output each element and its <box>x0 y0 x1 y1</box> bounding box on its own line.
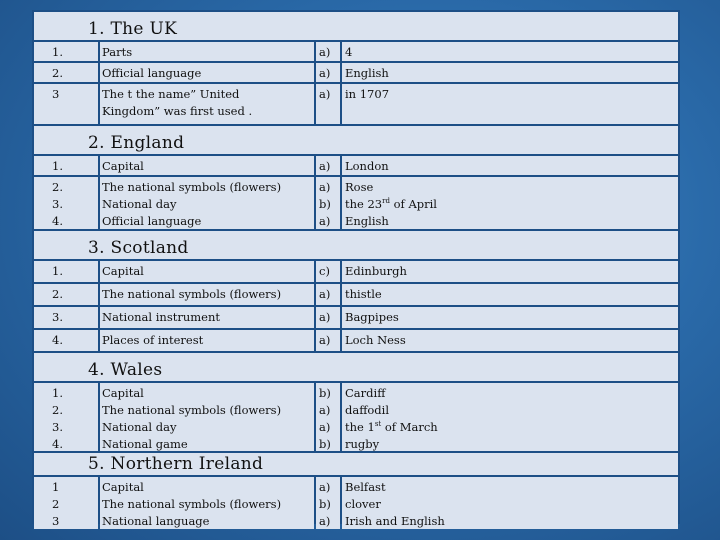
answer-letter: a) <box>319 480 331 494</box>
answer-letter: b) <box>319 386 331 400</box>
section-header-cell <box>34 12 678 40</box>
quiz-table <box>32 10 680 528</box>
table-row <box>34 42 678 61</box>
row-number: 1 <box>52 480 60 494</box>
row-number: 2 <box>52 497 60 511</box>
row-number: 1. <box>52 159 63 173</box>
table-row <box>34 284 678 305</box>
section-header-cell <box>34 353 678 381</box>
answer-letter: c) <box>319 264 330 278</box>
answer-letter-cell <box>316 84 340 124</box>
question-text-cell <box>100 42 314 61</box>
question-text: Official language <box>102 214 202 228</box>
table-row <box>34 477 678 529</box>
row-number: 3. <box>52 197 63 211</box>
answer-letter: a) <box>319 310 331 324</box>
answer-letter: a) <box>319 214 331 228</box>
question-text: The national symbols (flowers) <box>102 287 282 301</box>
row-number: 3. <box>52 310 63 324</box>
answer-text: English <box>345 66 389 80</box>
row-number: 2. <box>52 287 63 301</box>
question-text: National game <box>102 437 188 451</box>
row-number-cell <box>34 307 98 328</box>
answer-text: Bagpipes <box>345 310 399 324</box>
answer-text: Irish and English <box>345 514 445 528</box>
section-title: 3. Scotland <box>88 238 189 258</box>
row-number-cell <box>34 156 98 175</box>
question-text-cell <box>100 307 314 328</box>
question-text: Parts <box>102 45 133 59</box>
question-text: Official language <box>102 66 202 80</box>
answer-letter: b) <box>319 437 331 451</box>
table-row <box>34 63 678 82</box>
table-row <box>34 261 678 282</box>
question-text: National day <box>102 197 177 211</box>
answer-text: Loch Ness <box>345 333 406 347</box>
question-text: National language <box>102 514 210 528</box>
answer-letter: a) <box>319 45 331 59</box>
section-title: 5. Northern Ireland <box>88 454 264 474</box>
answer-text: clover <box>345 497 381 511</box>
row-number-cell <box>34 477 98 529</box>
answer-text: in 1707 <box>345 87 390 101</box>
row-number-cell <box>34 177 98 229</box>
row-number-cell <box>34 261 98 282</box>
answer-letter-cell <box>316 63 340 82</box>
answer-text: the 23rd of April <box>345 197 437 211</box>
answer-letter: a) <box>319 403 331 417</box>
question-text: Capital <box>102 264 144 278</box>
question-text: The t the name” United <box>102 87 240 101</box>
section-header <box>34 353 678 381</box>
section-header-cell <box>34 126 678 154</box>
question-text-cell <box>100 156 314 175</box>
question-text: National day <box>102 420 177 434</box>
row-number: 4. <box>52 333 63 347</box>
answer-text-cell <box>342 177 678 229</box>
answer-letter: b) <box>319 497 331 511</box>
answer-text: Belfast <box>345 480 386 494</box>
row-number: 3. <box>52 420 63 434</box>
table-row <box>34 383 678 451</box>
row-number: 3 <box>52 514 60 528</box>
question-text: Capital <box>102 480 144 494</box>
answer-text: Edinburgh <box>345 264 407 278</box>
section-title: 2. England <box>88 133 185 153</box>
answer-text-cell <box>342 261 678 282</box>
question-text-cell <box>100 261 314 282</box>
answer-text-cell <box>342 84 678 124</box>
question-text-cell <box>100 63 314 82</box>
answer-text: the 1st of March <box>345 420 438 434</box>
row-number: 4. <box>52 214 63 228</box>
row-number-cell <box>34 330 98 351</box>
section-title: 1. The UK <box>88 19 178 39</box>
row-number-cell <box>34 383 98 451</box>
row-number: 2. <box>52 180 63 194</box>
answer-text: 4 <box>345 45 353 59</box>
table-row <box>34 330 678 351</box>
answer-letter: a) <box>319 420 331 434</box>
row-number: 1. <box>52 264 63 278</box>
table-row <box>34 307 678 328</box>
section-header <box>34 231 678 259</box>
row-number-cell <box>34 42 98 61</box>
question-text: Capital <box>102 159 144 173</box>
answer-letter: b) <box>319 197 331 211</box>
row-number: 1. <box>52 386 63 400</box>
answer-letter-cell <box>316 177 340 229</box>
question-text-cell <box>100 383 314 451</box>
question-text-cell <box>100 330 314 351</box>
row-number-cell <box>34 63 98 82</box>
table-row <box>34 84 678 124</box>
question-text-cell <box>100 477 314 529</box>
section-title: 4. Wales <box>88 360 163 380</box>
answer-text-cell <box>342 330 678 351</box>
answer-text-cell <box>342 284 678 305</box>
answer-letter-cell <box>316 42 340 61</box>
answer-text: thistle <box>345 287 382 301</box>
row-number: 3 <box>52 87 60 101</box>
answer-letter: a) <box>319 514 331 528</box>
answer-text: daffodil <box>345 403 390 417</box>
answer-text: London <box>345 159 389 173</box>
answer-text-cell <box>342 307 678 328</box>
row-number: 4. <box>52 437 63 451</box>
answer-letter-cell <box>316 156 340 175</box>
section-header <box>34 453 678 475</box>
row-number: 2. <box>52 66 63 80</box>
row-number-cell <box>34 84 98 124</box>
answer-letter-cell <box>316 284 340 305</box>
row-number: 2. <box>52 403 63 417</box>
section-header <box>34 126 678 154</box>
table-row <box>34 156 678 175</box>
answer-text: Cardiff <box>345 386 386 400</box>
answer-text: English <box>345 214 389 228</box>
answer-letter: a) <box>319 66 331 80</box>
question-text-cell <box>100 284 314 305</box>
answer-text-cell <box>342 156 678 175</box>
question-text-cell <box>100 84 314 124</box>
answer-letter-cell <box>316 383 340 451</box>
answer-letter-cell <box>316 307 340 328</box>
answer-text-cell <box>342 383 678 451</box>
row-number-cell <box>34 284 98 305</box>
section-header-cell <box>34 453 678 475</box>
question-text: Capital <box>102 386 144 400</box>
answer-letter-cell <box>316 330 340 351</box>
answer-letter: a) <box>319 87 331 101</box>
answer-letter: a) <box>319 333 331 347</box>
question-text: The national symbols (flowers) <box>102 403 282 417</box>
question-text-cell <box>100 177 314 229</box>
answer-letter: a) <box>319 159 331 173</box>
question-text: The national symbols (flowers) <box>102 180 282 194</box>
answer-letter-cell <box>316 477 340 529</box>
answer-letter: a) <box>319 287 331 301</box>
section-header-cell <box>34 231 678 259</box>
answer-text-cell <box>342 42 678 61</box>
answer-text-cell <box>342 63 678 82</box>
row-number: 1. <box>52 45 63 59</box>
table-row <box>34 177 678 229</box>
answer-letter-cell <box>316 261 340 282</box>
question-text: National instrument <box>102 310 220 324</box>
section-header <box>34 12 678 40</box>
answer-text: rugby <box>345 437 380 451</box>
answer-text-cell <box>342 477 678 529</box>
question-text: Kingdom” was first used . <box>102 104 253 118</box>
question-text: The national symbols (flowers) <box>102 497 282 511</box>
answer-letter: a) <box>319 180 331 194</box>
answer-text: Rose <box>345 180 374 194</box>
question-text: Places of interest <box>102 333 204 347</box>
